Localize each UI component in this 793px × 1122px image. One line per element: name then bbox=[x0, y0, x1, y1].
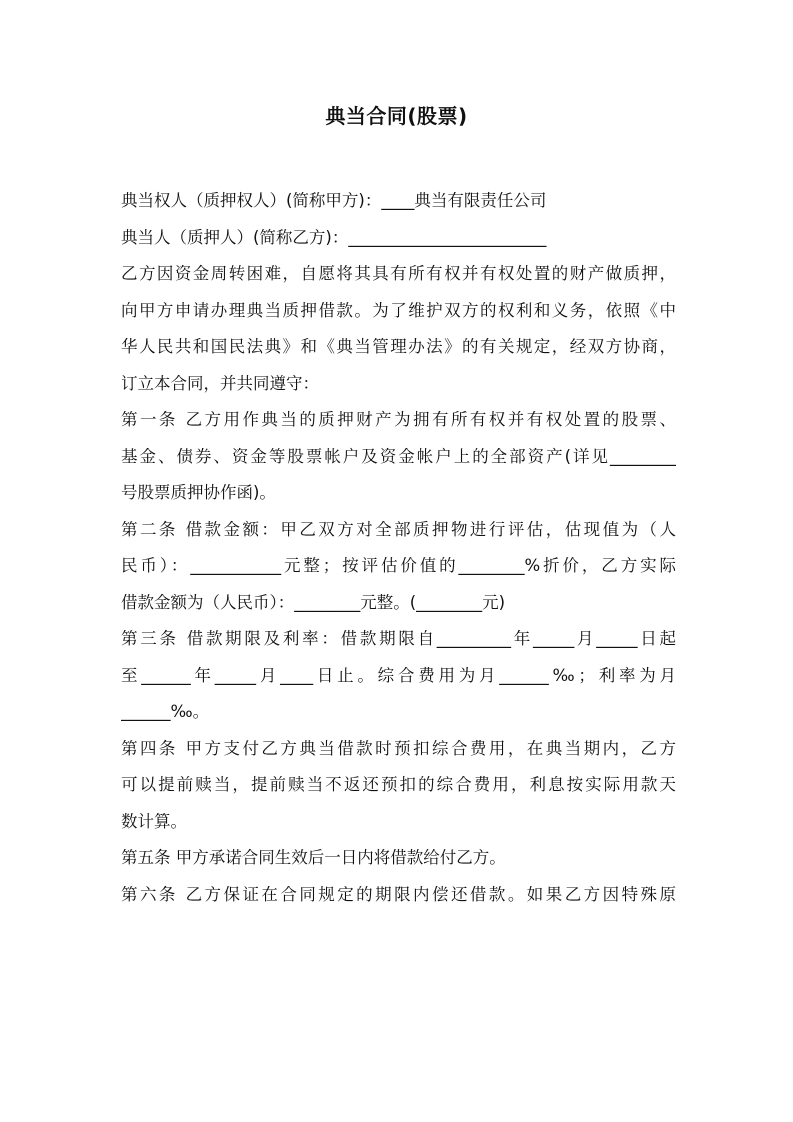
party-a-line: 典当权人（质押权人）(简称甲方)：____典当有限责任公司 bbox=[121, 191, 547, 210]
preamble-line: 乙方因资金周转困难，自愿将其具有所有权并有权处置的财产做质押， bbox=[121, 264, 676, 283]
document-body bbox=[121, 183, 676, 913]
article-6-line: 第六条 乙方保证在合同规定的期限内偿还借款。如果乙方因特殊原 bbox=[121, 884, 676, 904]
article-3-line: 第三条 借款期限及利率：借款期限自_________年_____月_____日起 bbox=[121, 629, 676, 648]
preamble-line: 向甲方申请办理典当质押借款。为了维护双方的权利和义务，依照《中 bbox=[121, 300, 676, 320]
article-2-line: 借款金额为（人民币）：________元整。(________元) bbox=[121, 592, 506, 612]
article-2-line: 第二条 借款金额：甲乙双方对全部质押物进行评估，估现值为（人 bbox=[121, 519, 676, 539]
article-1-line: 号股票质押协作函)。 bbox=[121, 483, 276, 502]
article-5-line: 第五条 甲方承诺合同生效后一日内将借款给付乙方。 bbox=[121, 848, 506, 867]
document-title: 典当合同(股票) bbox=[325, 104, 468, 128]
preamble-line: 订立本合同，并共同遵守： bbox=[121, 373, 319, 393]
preamble-line: 华人民共和国民法典》和《典当管理办法》的有关规定，经双方协商， bbox=[121, 337, 676, 356]
article-3-line: ______‰。 bbox=[121, 702, 210, 721]
article-1-line: 第一条 乙方用作典当的质押财产为拥有所有权并有权处置的股票、 bbox=[121, 410, 676, 429]
article-4-line: 可以提前赎当，提前赎当不返还预扣的综合费用，利息按实际用款天 bbox=[121, 775, 676, 794]
article-2-line: 民币）：___________元整；按评估价值的________%折价，乙方实际 bbox=[121, 556, 676, 575]
article-4-line: 数计算。 bbox=[121, 811, 187, 831]
article-4-line: 第四条 甲方支付乙方典当借款时预扣综合费用，在典当期内，乙方 bbox=[121, 738, 676, 758]
article-1-line: 基金、债券、资金等股票帐户及资金帐户上的全部资产(详见________ bbox=[121, 446, 676, 466]
party-b-line: 典当人（质押人）(简称乙方)：________________________ bbox=[121, 227, 547, 247]
article-3-line: 至______年_____月____日止。综合费用为月______‰；利率为月 bbox=[121, 665, 676, 685]
